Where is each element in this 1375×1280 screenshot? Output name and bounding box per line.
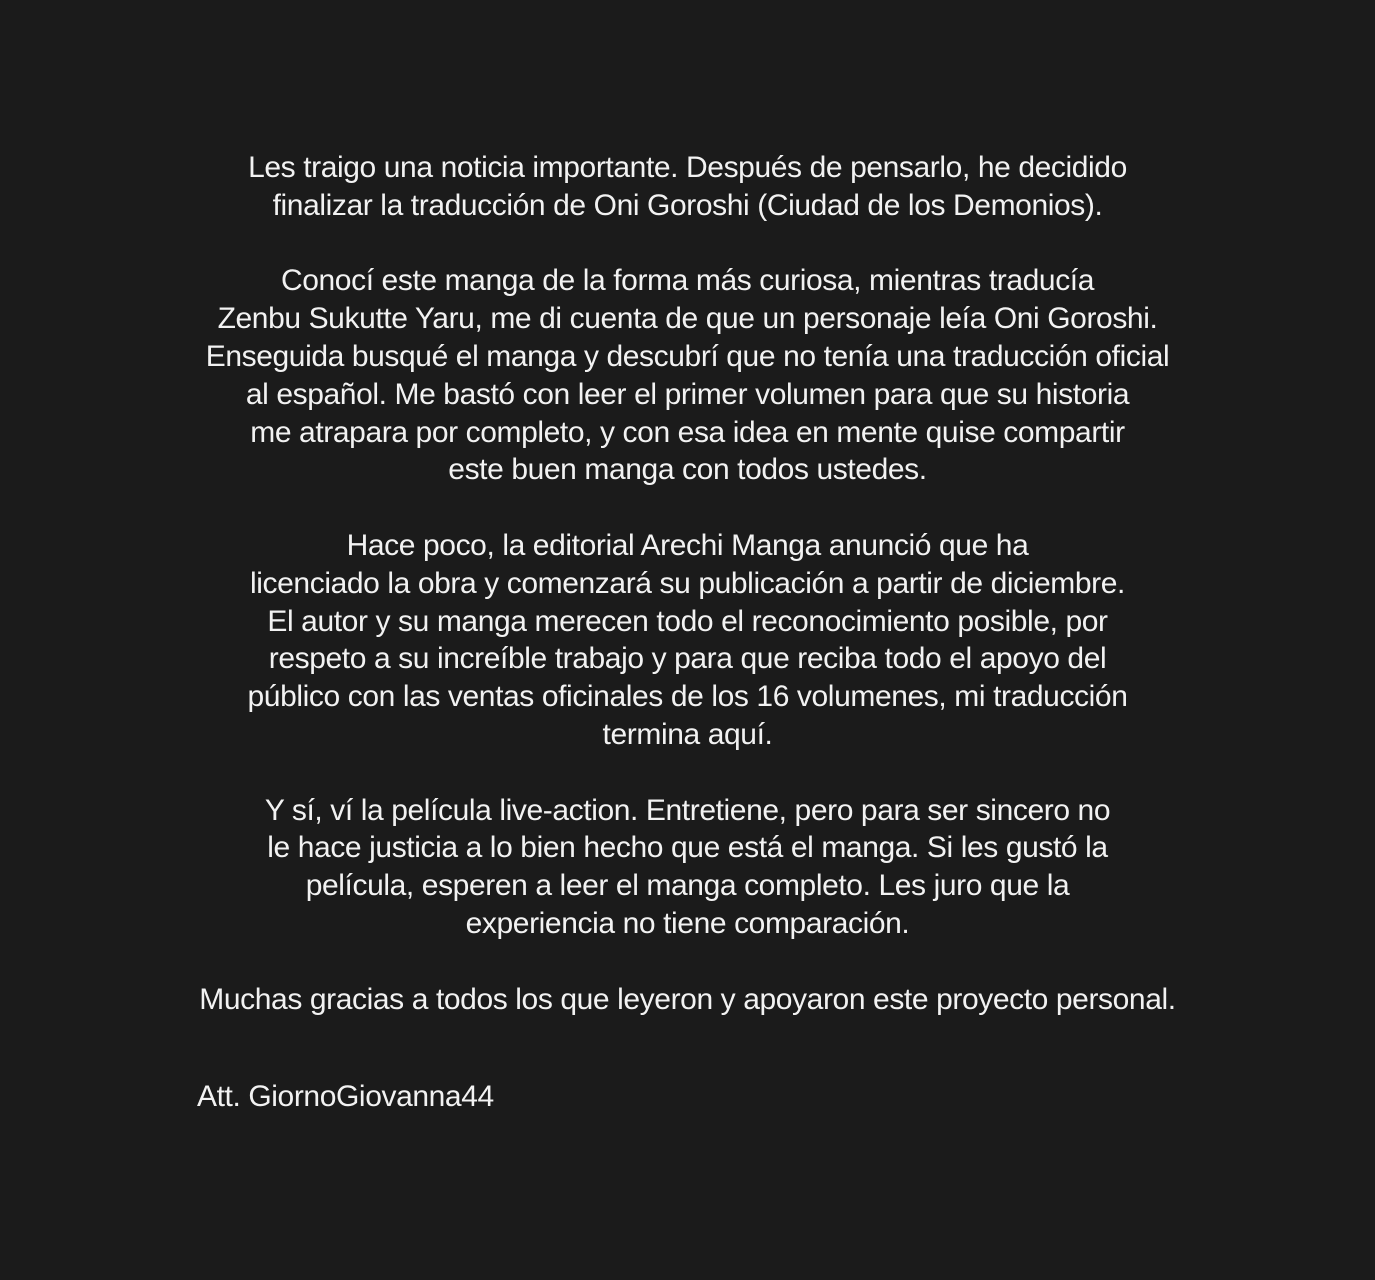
text-line: este buen manga con todos ustedes. bbox=[448, 453, 927, 487]
text-line: al español. Me bastó con leer el primer volumen para que su historia bbox=[245, 377, 1130, 411]
text-line: finalizar la traducción de Oni Goroshi (Ciudad de los Demonios). bbox=[272, 188, 1103, 222]
text-line: Conocí este manga de la forma más curiosa, mientras traducía bbox=[280, 264, 1095, 298]
signature: Att. GiornoGiovanna44 bbox=[197, 1080, 494, 1113]
text-line: Hace poco, la editorial Arechi Manga anunció que ha bbox=[346, 528, 1029, 562]
paragraph-thanks bbox=[0, 981, 1375, 1019]
text-line: Muchas gracias a todos los que leyeron y apoyaron este proyecto personal. bbox=[199, 982, 1176, 1016]
text-line: le hace justicia a lo bien hecho que está el manga. Si les gustó la bbox=[267, 831, 1108, 865]
text-line: Enseguida busqué el manga y descubrí que no tenía una traducción oficial bbox=[205, 339, 1170, 373]
text-line: película, esperen a leer el manga completo. Les juro que la bbox=[305, 869, 1070, 903]
text-line: termina aquí. bbox=[602, 717, 773, 751]
text-line: público con las ventas oficinales de los 16 volumenes, mi traducción bbox=[247, 680, 1128, 714]
text-line: El autor y su manga merecen todo el reconocimiento posible, por bbox=[267, 604, 1108, 638]
paragraph-discovery bbox=[0, 262, 1375, 489]
text-line: experiencia no tiene comparación. bbox=[465, 906, 910, 940]
paragraph-license bbox=[0, 527, 1375, 754]
paragraph-live-action bbox=[0, 792, 1375, 943]
announcement-text bbox=[0, 149, 1375, 1056]
text-line: Zenbu Sukutte Yaru, me di cuenta de que un personaje leía Oni Goroshi. bbox=[217, 302, 1158, 336]
text-line: Les traigo una noticia importante. Después de pensarlo, he decidido bbox=[248, 151, 1127, 184]
text-line: me atrapara por completo, y con esa idea en mente quise compartir bbox=[250, 415, 1125, 449]
paragraph-decision bbox=[0, 149, 1375, 225]
text-line: respeto a su increíble trabajo y para que reciba todo el apoyo del bbox=[268, 642, 1107, 676]
text-line: Y sí, ví la película live-action. Entretiene, pero para ser sincero no bbox=[264, 793, 1111, 827]
text-line: licenciado la obra y comenzará su publicación a partir de diciembre. bbox=[250, 566, 1125, 600]
